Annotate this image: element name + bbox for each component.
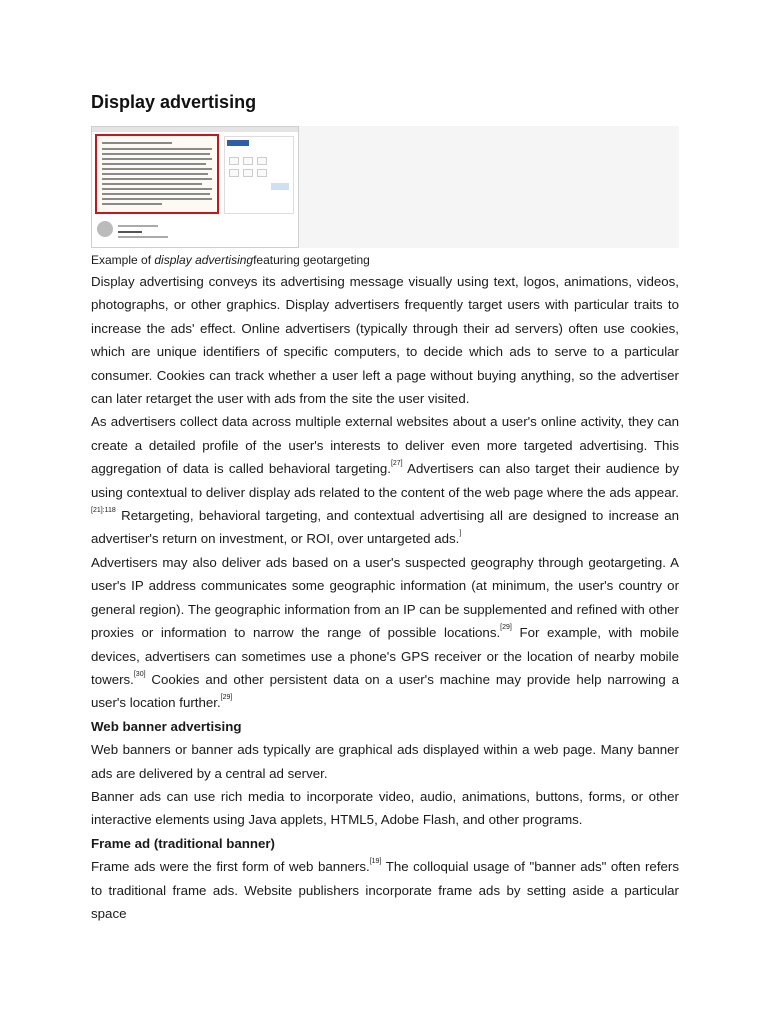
heading-web-banner: Web banner advertising: [91, 718, 242, 734]
paypal-button: [271, 183, 289, 190]
citation[interactable]: [19]: [369, 858, 382, 866]
figure-caption: Example of display advertisingfeaturing geotargeting: [91, 253, 370, 267]
citation[interactable]: [29]: [220, 694, 233, 702]
paragraph-2: As advertisers collect data across multiple external websites about a user's online activity, they can create a detailed profile of the user's interests to deliver even more targeted advertising. This aggregation of data is called behavioral targeting.[27] Advertisers can also target their audience by using contextual to deliver display ads related to the content of the web page where the ads appear.$^{[21]:118}$ Retargeting, behavioral targeting, and contextual advertising all are designed to increase an advertiser's return on investment, or ROI, over untargeted ads.]: [91, 414, 679, 547]
citation[interactable]: [27]: [390, 460, 403, 468]
heading-frame-ad: Frame ad (traditional banner): [91, 835, 275, 851]
browser-toolbar: [92, 127, 298, 132]
figure-band: [91, 126, 679, 248]
donation-panel: [224, 136, 294, 214]
citation[interactable]: [21]:118: [91, 507, 116, 515]
page-title: Display advertising: [91, 92, 257, 112]
geotargeted-banner-highlight: [95, 134, 219, 214]
paragraph-3: Advertisers may also deliver ads based on a user's suspected geography through geotargeting. A user's IP address communicates some geographic information (at minimum, the user's country or general region). The geographic information from an IP can be supplemented and refined with other proxies or information to narrow the range of possible locations.[29] For example, with mobile devices, advertisers can sometimes use a phone's GPS receiver or the location of nearby mobile towers.[30] Cookies and other persistent data on a user's machine may provide help narrowing a user's location further.[29]: [91, 554, 679, 711]
citation[interactable]: ]: [459, 530, 462, 538]
wiki-logo: [97, 221, 113, 237]
article-body: [91, 270, 679, 925]
paragraph-1: Display advertising conveys its advertising message visually using text, logos, animations, videos, photographs, or other graphics. Display advertisers frequently target users with particular traits to increase the ads' effect. Online advertisers (typically through their ad servers) often use cookies, which are unique identifiers of specific computers, to decide which ads to serve to a particular consumer. Cookies can track whether a user left a page without buying anything, so the advertiser can later retarget the user with ads from the site the user visited.: [91, 274, 679, 407]
example-screenshot-image: [91, 126, 299, 248]
paragraph-6: Frame ads were the first form of web banners.[19] The colloquial usage of "banner ads" often refers to traditional frame ads. Website publishers incorporate frame ads by setting aside a particular space: [91, 858, 679, 921]
citation[interactable]: [29]: [500, 624, 512, 632]
citation[interactable]: [30]: [133, 670, 146, 678]
paragraph-4: Web banners or banner ads typically are graphical ads displayed within a web page. Many banner ads are delivered by a central ad server.: [91, 742, 679, 781]
paragraph-5: Banner ads can use rich media to incorporate video, audio, animations, buttons, forms, or other interactive elements using Java applets, HTML5, Adobe Flash, and other programs.: [91, 788, 679, 828]
